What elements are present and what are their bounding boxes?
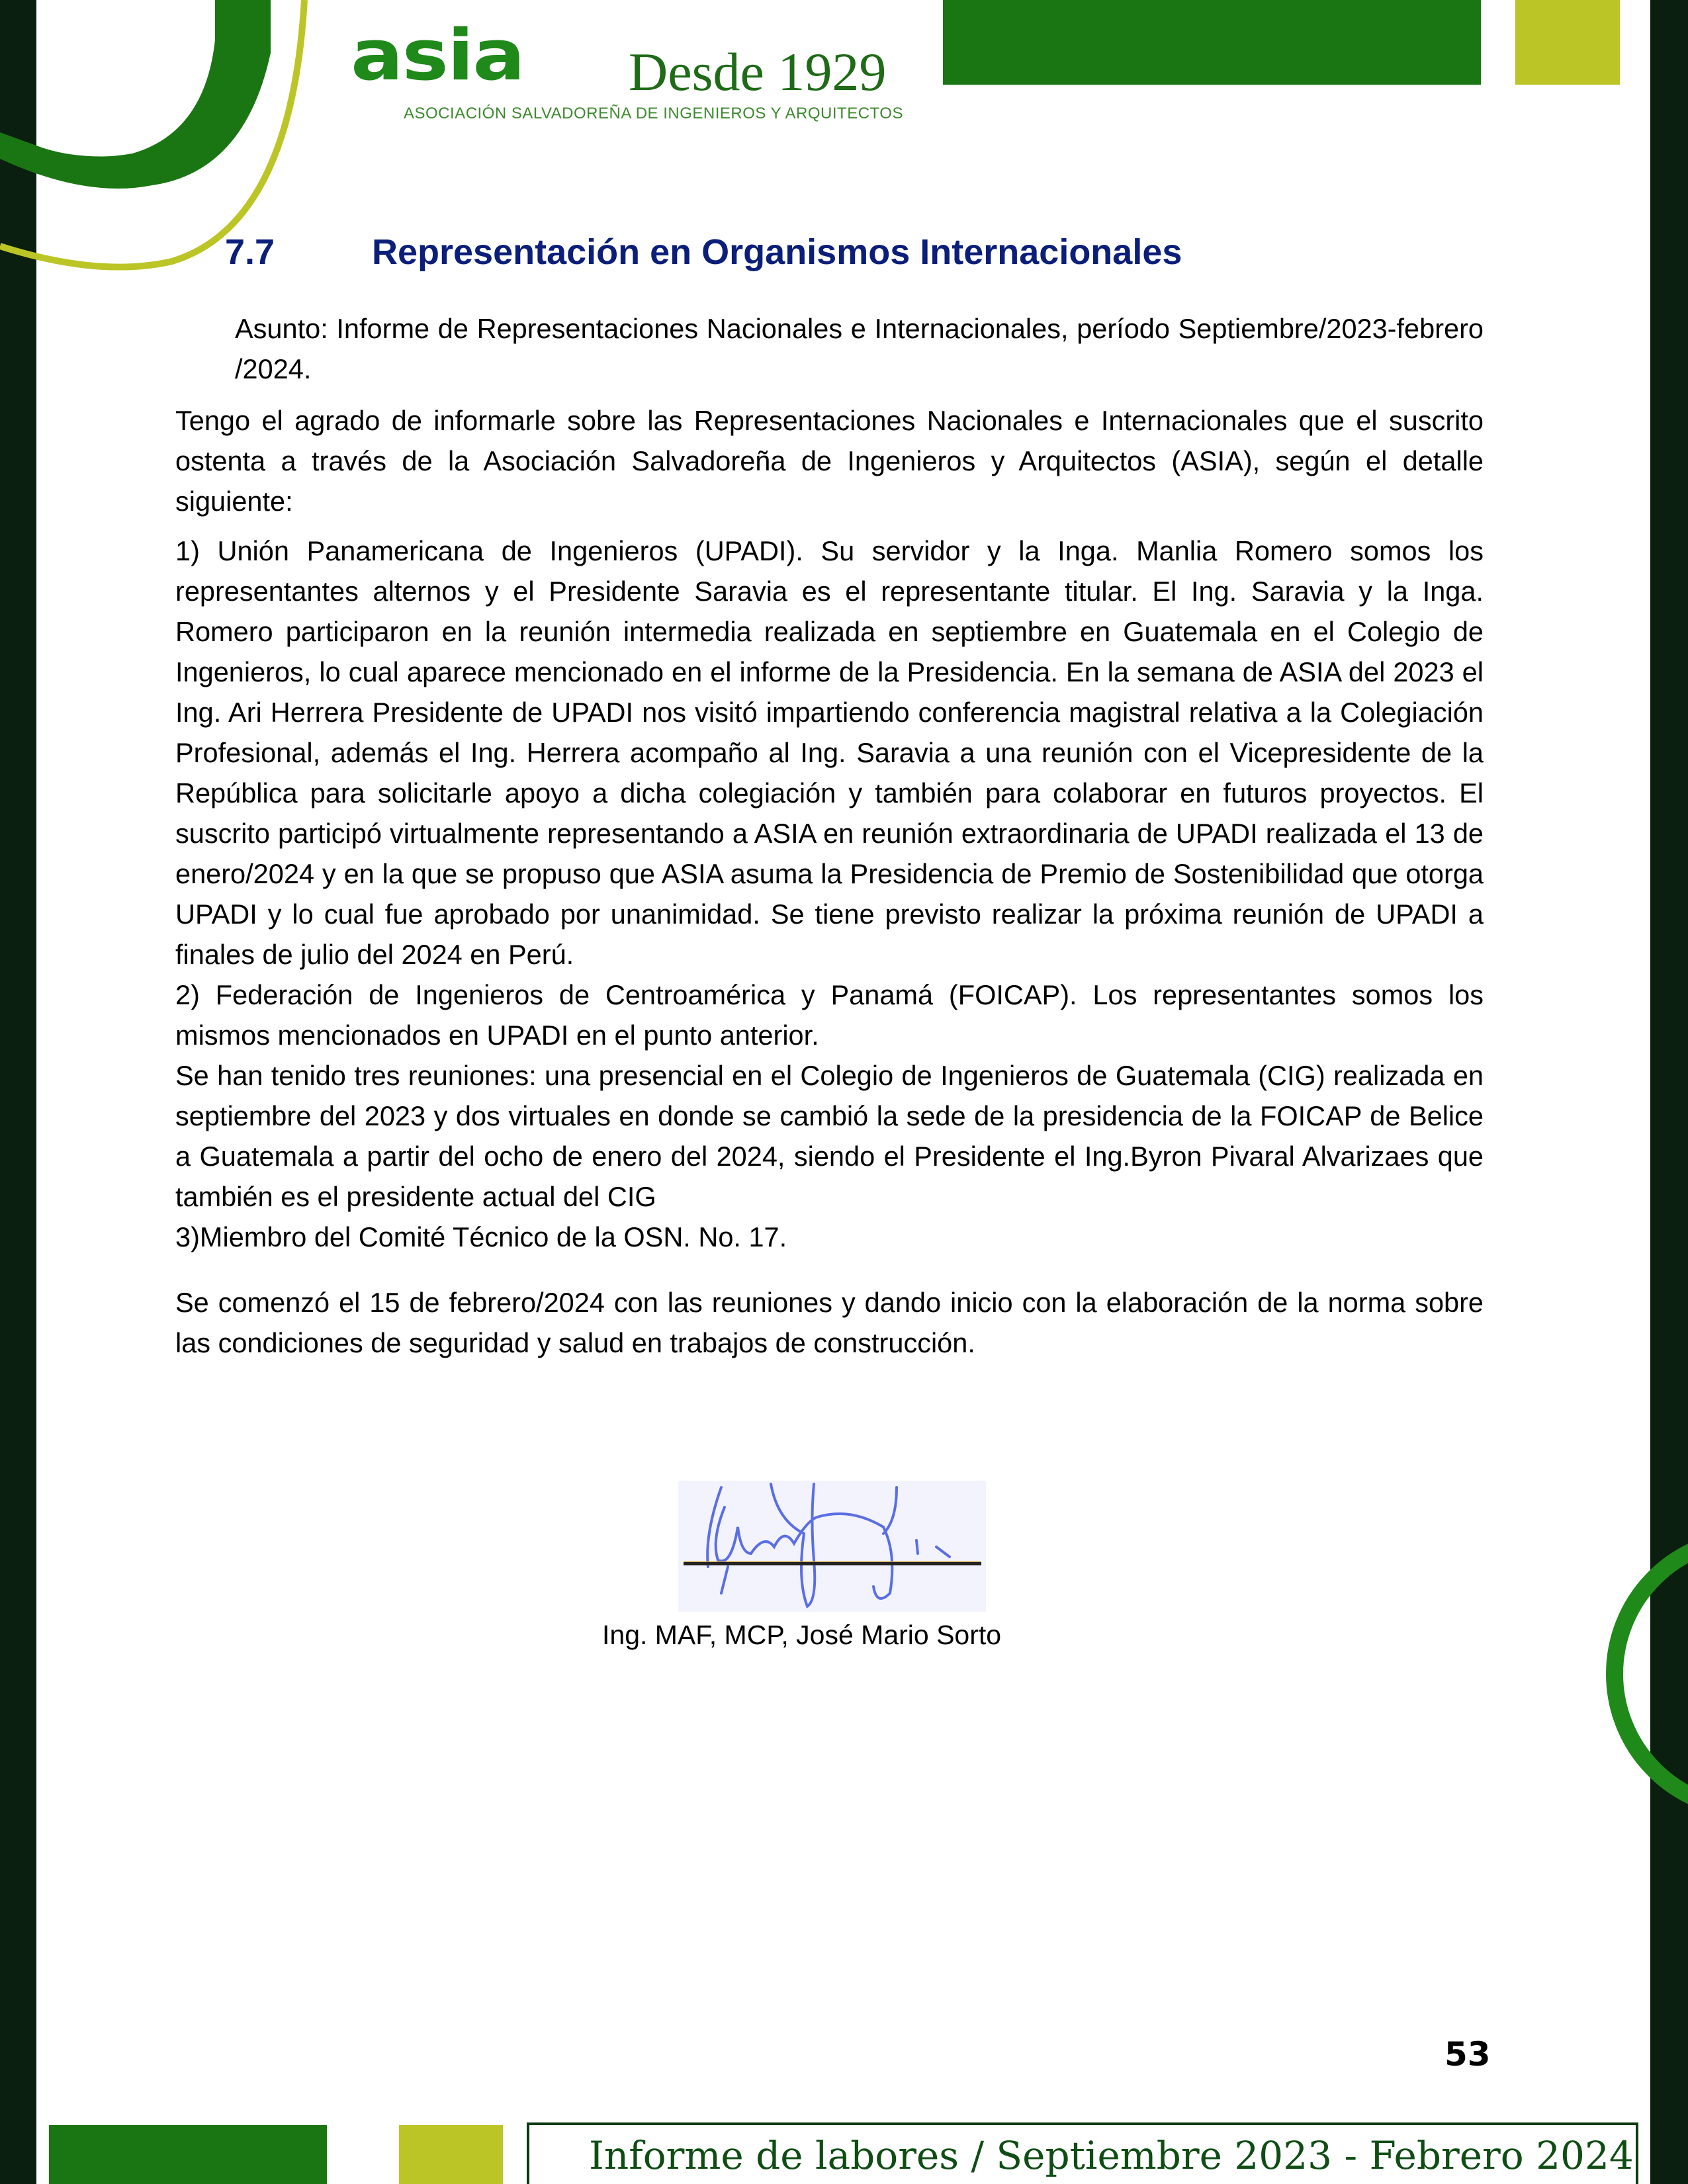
signature-image xyxy=(678,1481,986,1612)
item-osn-detail: Se comenzó el 15 de febrero/2024 con las reuniones y dando inicio con la elaboración de la norma sobre las condiciones de seguridad y salud en trabajos de construcción. xyxy=(175,1287,1484,1358)
item-foicap: 2) Federación de Ingenieros de Centroamérica y Panamá (FOICAP). Los representantes somos los mismos mencionados en UPADI en el punto anterior. xyxy=(175,979,1484,1051)
signer-name: Ing. MAF, MCP, José Mario Sorto xyxy=(602,1620,1002,1650)
item-foicap-detail: Se han tenido tres reuniones: una presencial en el Colegio de Ingenieros de Guatemala (CIG) realizada en septiembre del 2023 y dos virtuales en donde se cambió la sede de la presidencia de la FOICAP de Belice a Guatemala a partir del ocho de enero del 2024, siendo el Presidente el Ing.Byron Pivaral Alvarizaes que también es el presidente actual del CIG xyxy=(175,1060,1484,1212)
footer-report-title: Informe de labores / Septiembre 2023 - Febrero 2024 xyxy=(589,2133,1634,2178)
section-heading xyxy=(225,232,1182,273)
page-number: 53 xyxy=(1444,2035,1491,2074)
green-ring-icon xyxy=(1615,1538,1688,1810)
document-body xyxy=(175,400,1484,1363)
asunto-paragraph: Asunto: Informe de Representaciones Nacionales e Internacionales, período Septiembre/2023-febrero /2024. xyxy=(235,313,1484,384)
section-title: Representación en Organismos Internacionales xyxy=(372,232,1182,272)
section-number: 7.7 xyxy=(225,232,275,272)
item-upadi: 1) Unión Panamericana de Ingenieros (UPADI). Su servidor y la Inga. Manlia Romero somos los representantes alternos y el Presidente Saravia es el representante titular. El Ing. Saravia y la Inga. Romero participaron en la reunión intermedia realizada en septiembre en Guatemala en el Colegio de Ingenieros, lo cual aparece mencionado en el informe de la Presidencia. En la semana de ASIA del 2023 el Ing. Ari Herrera Presidente de UPADI nos visitó impartiendo conferencia magistral relativa a la Colegiación Profesional, además el Ing. Herrera acompaño al Ing. Saravia a una reunión con el Vicepresidente de la República para solicitarle apoyo a dicha colegiación y también para colaborar en futuros proyectos. El suscrito participó virtualmente representando a ASIA en reunión extraordinaria de UPADI realizada el 13 de enero/2024 y en la que se propuso que ASIA asuma la Presidencia de Premio de Sostenibilidad que otorga UPADI y lo cual fue aprobado por unanimidad. Se tiene previsto realizar la próxima reunión de UPADI a finales de julio del 2024 en Perú. xyxy=(175,535,1484,970)
item-osn: 3)Miembro del Comité Técnico de la OSN. No. 17. xyxy=(175,1221,787,1252)
footer-green-block xyxy=(49,2125,327,2184)
logo-wordmark: asia xyxy=(351,14,524,97)
signature-scribble-icon xyxy=(678,1481,986,1612)
logo-tagline: Desde 1929 xyxy=(629,42,887,102)
logo-subtitle: ASOCIACIÓN SALVADOREÑA DE INGENIEROS Y ARQUITECTOS xyxy=(404,105,903,122)
footer-lime-block xyxy=(399,2125,503,2184)
footer-title-box xyxy=(527,2122,1638,2184)
intro-paragraph: Tengo el agrado de informarle sobre las Representaciones Nacionales e Internacionales que el suscrito ostenta a través de la Asociación Salvadoreña de Ingenieros y Arquitectos (ASIA), según el detalle siguiente: xyxy=(175,405,1484,517)
signature-line xyxy=(684,1561,981,1565)
